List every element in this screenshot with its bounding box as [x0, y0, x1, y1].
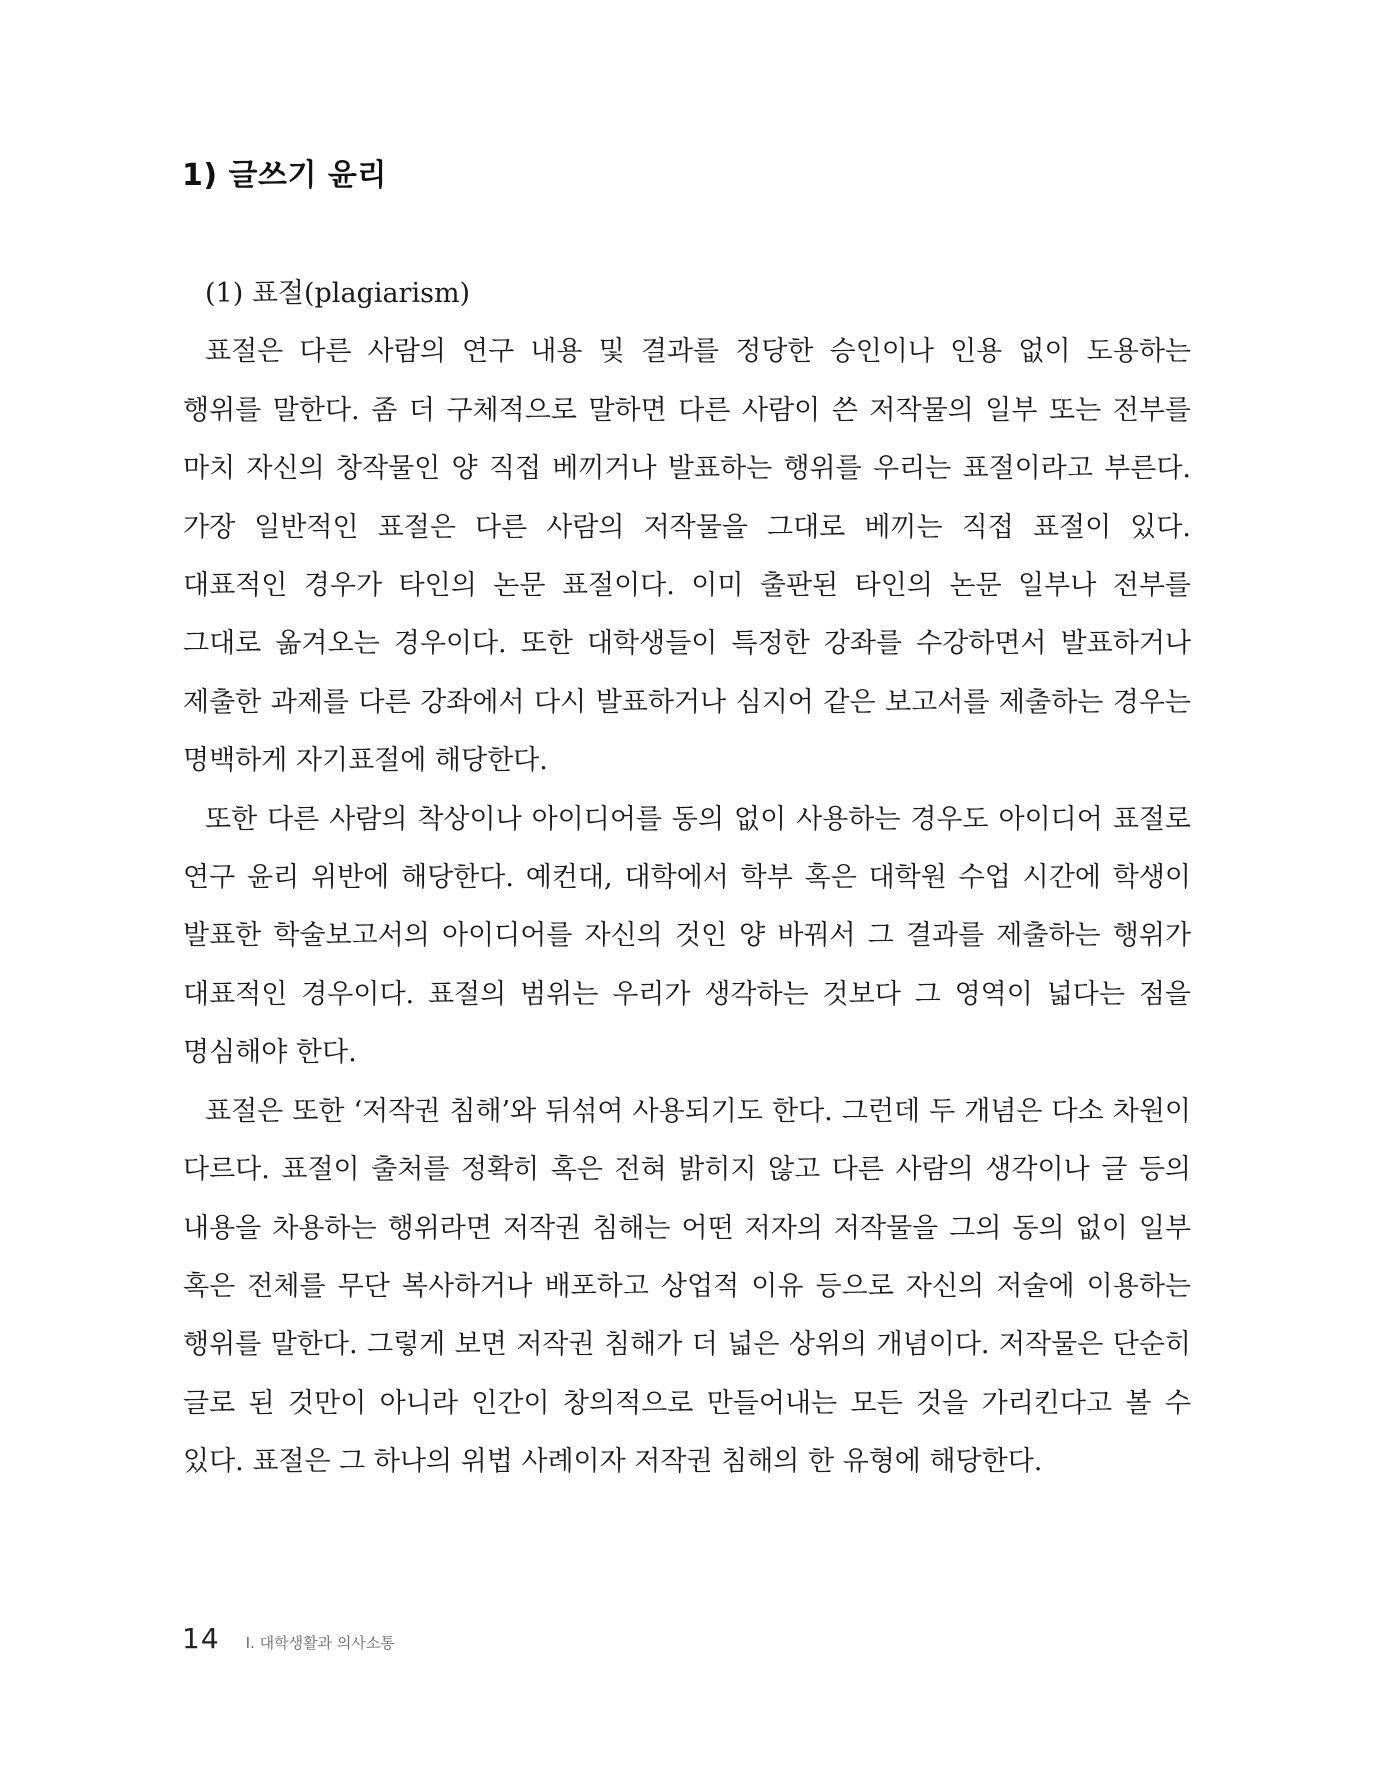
- body-text: [183, 265, 1191, 1492]
- running-title: I. 대학생활과 의사소통: [245, 1634, 395, 1652]
- subsection-heading: (1) 표절(plagiarism): [205, 278, 471, 309]
- paragraph-1: 표절은 다른 사람의 연구 내용 및 결과를 정당한 승인이나 인용 없이 도용하는 행위를 말한다. 좀 더 구체적으로 말하면 다른 사람이 쓴 저작물의 일부 또는 전부를 마치 자신의 창작물인 양 직접 베끼거나 발표하는 행위를 우리는 표절이라고 부른다. 가장 일반적인 표절은 다른 사람의 저작물을 그대로 베끼는 직접 표절이 있다. 대표적인 경우가 타인의 논문 표절이다. 이미 출판된 타인의 논문 일부나 전부를 그대로 옮겨오는 경우이다. 또한 대학생들이 특정한 강좌를 수강하면서 발표하거나 제출한 과제를 다른 강좌에서 다시 발표하거나 심지어 같은 보고서를 제출하는 경우는 명백하게 자기표절에 해당한다.: [183, 336, 1191, 777]
- paragraph-2: 또한 다른 사람의 착상이나 아이디어를 동의 없이 사용하는 경우도 아이디어 표절로 연구 윤리 위반에 해당한다. 예컨대, 대학에서 학부 혹은 대학원 수업 시간에 학생이 발표한 학술보고서의 아이디어를 자신의 것인 양 바꿔서 그 결과를 제출하는 행위가 대표적인 경우이다. 표절의 범위는 우리가 생각하는 것보다 그 영역이 넓다는 점을 명심해야 한다.: [183, 803, 1191, 1069]
- paragraph-3: 표절은 또한 ‘저작권 침해’와 뒤섞여 사용되기도 한다. 그런데 두 개념은 다소 차원이 다르다. 표절이 출처를 정확히 혹은 전혀 밝히지 않고 다른 사람의 생각이나 글 등의 내용을 차용하는 행위라면 저작권 침해는 어떤 저자의 저작물을 그의 동의 없이 일부 혹은 전체를 무단 복사하거나 배포하고 상업적 이유 등으로 자신의 저술에 이용하는 행위를 말한다. 그렇게 보면 저작권 침해가 더 넓은 상위의 개념이다. 저작물은 단순히 글로 된 것만이 아니라 인간이 창의적으로 만들어내는 모든 것을 가리킨다고 볼 수 있다. 표절은 그 하나의 위법 사례이자 저작권 침해의 한 유형에 해당한다.: [183, 1095, 1191, 1478]
- page-number: 14: [182, 1622, 220, 1655]
- section-heading: 1) 글쓰기 윤리: [182, 158, 387, 193]
- page-footer: [182, 1622, 395, 1655]
